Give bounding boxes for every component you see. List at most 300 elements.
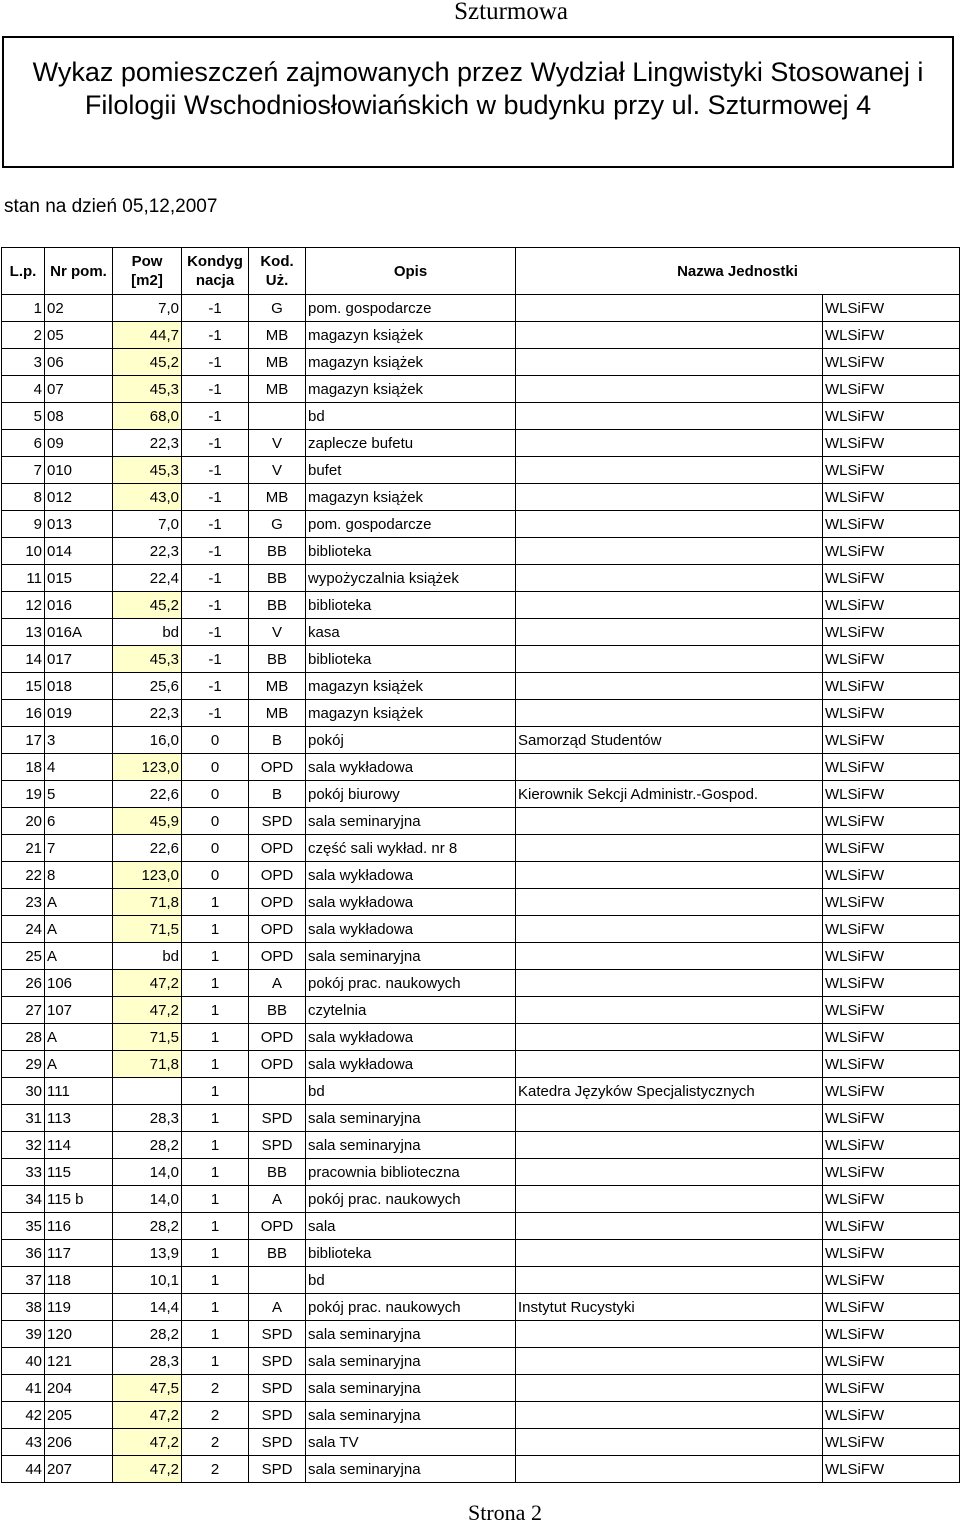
cell-usage-code: BB: [249, 646, 306, 673]
cell-usage-code: G: [249, 511, 306, 538]
cell-usage-code: V: [249, 457, 306, 484]
cell-lp: 44: [2, 1456, 45, 1483]
cell-area: 28,2: [113, 1213, 182, 1240]
cell-lp: 8: [2, 484, 45, 511]
cell-lp: 37: [2, 1267, 45, 1294]
cell-area: 45,3: [113, 457, 182, 484]
cell-unit-name: [516, 673, 823, 700]
table-body: [2, 295, 960, 1483]
cell-usage-code: MB: [249, 673, 306, 700]
cell-room-number: 07: [45, 376, 113, 403]
cell-description: wypożyczalnia książek: [306, 565, 516, 592]
cell-faculty: WLSiFW: [823, 1132, 960, 1159]
cell-unit-name: [516, 403, 823, 430]
cell-usage-code: SPD: [249, 808, 306, 835]
col-header-lp: L.p.: [2, 248, 45, 295]
cell-lp: 26: [2, 970, 45, 997]
table-row: [2, 1105, 960, 1132]
cell-usage-code: SPD: [249, 1132, 306, 1159]
cell-usage-code: BB: [249, 538, 306, 565]
cell-lp: 10: [2, 538, 45, 565]
cell-room-number: 204: [45, 1375, 113, 1402]
cell-lp: 27: [2, 997, 45, 1024]
cell-area: 45,3: [113, 376, 182, 403]
cell-floor: -1: [182, 484, 249, 511]
cell-description: sala wykładowa: [306, 862, 516, 889]
cell-room-number: 121: [45, 1348, 113, 1375]
cell-description: sala wykładowa: [306, 889, 516, 916]
cell-faculty: WLSiFW: [823, 1375, 960, 1402]
cell-faculty: WLSiFW: [823, 295, 960, 322]
cell-unit-name: [516, 619, 823, 646]
cell-faculty: WLSiFW: [823, 862, 960, 889]
cell-room-number: 120: [45, 1321, 113, 1348]
cell-area: 71,5: [113, 916, 182, 943]
cell-usage-code: [249, 1078, 306, 1105]
cell-faculty: WLSiFW: [823, 349, 960, 376]
cell-unit-name: [516, 970, 823, 997]
cell-faculty: WLSiFW: [823, 1456, 960, 1483]
col-header-kod: Kod. Uż.: [249, 248, 306, 295]
cell-faculty: WLSiFW: [823, 619, 960, 646]
cell-lp: 11: [2, 565, 45, 592]
cell-room-number: 017: [45, 646, 113, 673]
cell-faculty: WLSiFW: [823, 1429, 960, 1456]
cell-faculty: WLSiFW: [823, 322, 960, 349]
cell-usage-code: OPD: [249, 1051, 306, 1078]
cell-area: 45,9: [113, 808, 182, 835]
cell-usage-code: [249, 1267, 306, 1294]
cell-floor: -1: [182, 376, 249, 403]
cell-floor: -1: [182, 349, 249, 376]
cell-floor: 2: [182, 1456, 249, 1483]
table-row: [2, 1267, 960, 1294]
cell-unit-name: [516, 1240, 823, 1267]
cell-lp: 21: [2, 835, 45, 862]
cell-unit-name: [516, 646, 823, 673]
cell-floor: -1: [182, 565, 249, 592]
cell-lp: 20: [2, 808, 45, 835]
cell-lp: 7: [2, 457, 45, 484]
cell-unit-name: [516, 1429, 823, 1456]
table-row: [2, 1429, 960, 1456]
cell-area: 7,0: [113, 295, 182, 322]
cell-description: sala TV: [306, 1429, 516, 1456]
cell-faculty: WLSiFW: [823, 1240, 960, 1267]
table-row: [2, 430, 960, 457]
cell-area: 16,0: [113, 727, 182, 754]
cell-area: 22,6: [113, 781, 182, 808]
cell-usage-code: A: [249, 1186, 306, 1213]
cell-lp: 35: [2, 1213, 45, 1240]
cell-room-number: 7: [45, 835, 113, 862]
cell-usage-code: SPD: [249, 1321, 306, 1348]
cell-unit-name: [516, 295, 823, 322]
cell-faculty: WLSiFW: [823, 403, 960, 430]
table-row: [2, 1348, 960, 1375]
cell-lp: 24: [2, 916, 45, 943]
cell-area: 43,0: [113, 484, 182, 511]
cell-area: 22,3: [113, 430, 182, 457]
cell-description: bd: [306, 1267, 516, 1294]
table-row: [2, 916, 960, 943]
cell-floor: -1: [182, 538, 249, 565]
cell-area: 7,0: [113, 511, 182, 538]
cell-description: biblioteka: [306, 646, 516, 673]
cell-area: 45,3: [113, 646, 182, 673]
cell-lp: 22: [2, 862, 45, 889]
cell-usage-code: OPD: [249, 1213, 306, 1240]
cell-floor: -1: [182, 619, 249, 646]
cell-usage-code: OPD: [249, 889, 306, 916]
table-row: [2, 1294, 960, 1321]
cell-area: 71,5: [113, 1024, 182, 1051]
table-row: [2, 592, 960, 619]
cell-lp: 18: [2, 754, 45, 781]
table-row: [2, 835, 960, 862]
cell-room-number: 119: [45, 1294, 113, 1321]
cell-area: 123,0: [113, 862, 182, 889]
cell-room-number: 8: [45, 862, 113, 889]
cell-unit-name: [516, 997, 823, 1024]
cell-room-number: 207: [45, 1456, 113, 1483]
cell-area: 28,3: [113, 1348, 182, 1375]
table-row: [2, 1186, 960, 1213]
cell-usage-code: BB: [249, 592, 306, 619]
cell-room-number: A: [45, 1051, 113, 1078]
cell-unit-name: [516, 430, 823, 457]
cell-description: sala seminaryjna: [306, 1348, 516, 1375]
table-row: [2, 889, 960, 916]
cell-unit-name: [516, 1321, 823, 1348]
cell-usage-code: OPD: [249, 862, 306, 889]
cell-faculty: WLSiFW: [823, 835, 960, 862]
cell-unit-name: [516, 1213, 823, 1240]
cell-lp: 15: [2, 673, 45, 700]
date-line: stan na dzień 05,12,2007: [4, 196, 218, 217]
cell-floor: -1: [182, 673, 249, 700]
cell-faculty: WLSiFW: [823, 1024, 960, 1051]
cell-faculty: WLSiFW: [823, 1213, 960, 1240]
table-row: [2, 781, 960, 808]
cell-description: pokój: [306, 727, 516, 754]
cell-unit-name: [516, 1402, 823, 1429]
cell-description: sala wykładowa: [306, 754, 516, 781]
cell-lp: 32: [2, 1132, 45, 1159]
cell-description: sala seminaryjna: [306, 1132, 516, 1159]
table-row: [2, 1375, 960, 1402]
cell-unit-name: [516, 538, 823, 565]
cell-floor: -1: [182, 457, 249, 484]
cell-floor: 1: [182, 997, 249, 1024]
cell-area: 71,8: [113, 889, 182, 916]
cell-description: magazyn książek: [306, 700, 516, 727]
cell-area: 14,0: [113, 1186, 182, 1213]
cell-usage-code: BB: [249, 565, 306, 592]
table-row: [2, 1024, 960, 1051]
cell-faculty: WLSiFW: [823, 997, 960, 1024]
table-row: [2, 1078, 960, 1105]
cell-faculty: WLSiFW: [823, 376, 960, 403]
cell-description: kasa: [306, 619, 516, 646]
cell-room-number: 014: [45, 538, 113, 565]
cell-lp: 14: [2, 646, 45, 673]
cell-unit-name: [516, 376, 823, 403]
cell-room-number: 114: [45, 1132, 113, 1159]
table-row: [2, 403, 960, 430]
cell-unit-name: [516, 862, 823, 889]
cell-description: pom. gospodarcze: [306, 295, 516, 322]
cell-lp: 9: [2, 511, 45, 538]
table-row: [2, 808, 960, 835]
cell-faculty: WLSiFW: [823, 511, 960, 538]
cell-room-number: 015: [45, 565, 113, 592]
cell-unit-name: [516, 1348, 823, 1375]
cell-unit-name: Katedra Języków Specjalistycznych: [516, 1078, 823, 1105]
cell-floor: 1: [182, 1267, 249, 1294]
cell-description: czytelnia: [306, 997, 516, 1024]
cell-description: zaplecze bufetu: [306, 430, 516, 457]
cell-floor: -1: [182, 700, 249, 727]
cell-description: biblioteka: [306, 538, 516, 565]
table-row: [2, 1402, 960, 1429]
cell-floor: 1: [182, 889, 249, 916]
cell-faculty: WLSiFW: [823, 889, 960, 916]
cell-room-number: 115 b: [45, 1186, 113, 1213]
cell-faculty: WLSiFW: [823, 1294, 960, 1321]
cell-unit-name: [516, 1024, 823, 1051]
cell-description: pokój biurowy: [306, 781, 516, 808]
cell-faculty: WLSiFW: [823, 1402, 960, 1429]
cell-lp: 38: [2, 1294, 45, 1321]
cell-lp: 4: [2, 376, 45, 403]
cell-area: 123,0: [113, 754, 182, 781]
cell-area: 25,6: [113, 673, 182, 700]
cell-description: sala seminaryjna: [306, 808, 516, 835]
cell-floor: -1: [182, 592, 249, 619]
cell-lp: 29: [2, 1051, 45, 1078]
cell-unit-name: [516, 484, 823, 511]
cell-room-number: 02: [45, 295, 113, 322]
cell-lp: 5: [2, 403, 45, 430]
cell-room-number: A: [45, 916, 113, 943]
cell-room-number: A: [45, 1024, 113, 1051]
cell-description: sala wykładowa: [306, 1051, 516, 1078]
cell-description: sala wykładowa: [306, 1024, 516, 1051]
cell-faculty: WLSiFW: [823, 808, 960, 835]
cell-lp: 43: [2, 1429, 45, 1456]
table-row: [2, 997, 960, 1024]
cell-lp: 19: [2, 781, 45, 808]
cell-usage-code: SPD: [249, 1402, 306, 1429]
cell-faculty: WLSiFW: [823, 1078, 960, 1105]
cell-description: sala seminaryjna: [306, 1402, 516, 1429]
cell-floor: 0: [182, 754, 249, 781]
cell-usage-code: SPD: [249, 1348, 306, 1375]
cell-area: 14,4: [113, 1294, 182, 1321]
cell-description: bufet: [306, 457, 516, 484]
cell-unit-name: [516, 1051, 823, 1078]
cell-usage-code: B: [249, 781, 306, 808]
cell-faculty: WLSiFW: [823, 538, 960, 565]
cell-usage-code: BB: [249, 1240, 306, 1267]
cell-description: sala wykładowa: [306, 916, 516, 943]
cell-floor: 1: [182, 1159, 249, 1186]
cell-area: 14,0: [113, 1159, 182, 1186]
cell-lp: 25: [2, 943, 45, 970]
cell-unit-name: [516, 1105, 823, 1132]
page-footer: Strona 2: [468, 1500, 542, 1525]
cell-room-number: 06: [45, 349, 113, 376]
cell-area: 47,2: [113, 970, 182, 997]
cell-floor: 1: [182, 1132, 249, 1159]
table-row: [2, 1321, 960, 1348]
cell-description: sala seminaryjna: [306, 1321, 516, 1348]
cell-usage-code: OPD: [249, 1024, 306, 1051]
col-header-kondygnacja: Kondyg nacja: [182, 248, 249, 295]
cell-usage-code: A: [249, 1294, 306, 1321]
cell-area: [113, 1078, 182, 1105]
cell-area: 22,4: [113, 565, 182, 592]
table-row: [2, 1213, 960, 1240]
cell-lp: 28: [2, 1024, 45, 1051]
cell-floor: 1: [182, 1213, 249, 1240]
cell-room-number: 117: [45, 1240, 113, 1267]
cell-usage-code: OPD: [249, 754, 306, 781]
cell-description: pokój prac. naukowych: [306, 1186, 516, 1213]
cell-room-number: 4: [45, 754, 113, 781]
cell-unit-name: [516, 1186, 823, 1213]
title-box: [2, 36, 954, 168]
cell-room-number: 118: [45, 1267, 113, 1294]
cell-faculty: WLSiFW: [823, 754, 960, 781]
cell-faculty: WLSiFW: [823, 700, 960, 727]
cell-floor: 1: [182, 1186, 249, 1213]
cell-usage-code: MB: [249, 349, 306, 376]
table-row: [2, 943, 960, 970]
cell-lp: 41: [2, 1375, 45, 1402]
document-title: Wykaz pomieszczeń zajmowanych przez Wydział Lingwistyki Stosowanej i Filologii Wschodniosłowiańskich w budynku przy ul. Szturmowej 4: [32, 57, 924, 120]
cell-faculty: WLSiFW: [823, 484, 960, 511]
cell-description: pom. gospodarcze: [306, 511, 516, 538]
cell-room-number: 3: [45, 727, 113, 754]
cell-area: 47,2: [113, 997, 182, 1024]
table-row: [2, 673, 960, 700]
cell-room-number: 113: [45, 1105, 113, 1132]
cell-description: biblioteka: [306, 592, 516, 619]
table-row: [2, 484, 960, 511]
cell-unit-name: [516, 700, 823, 727]
cell-unit-name: [516, 349, 823, 376]
cell-usage-code: B: [249, 727, 306, 754]
cell-unit-name: [516, 1267, 823, 1294]
cell-faculty: WLSiFW: [823, 1321, 960, 1348]
cell-usage-code: V: [249, 619, 306, 646]
cell-room-number: 115: [45, 1159, 113, 1186]
cell-faculty: WLSiFW: [823, 1267, 960, 1294]
cell-room-number: 106: [45, 970, 113, 997]
table-row: [2, 619, 960, 646]
cell-floor: 1: [182, 1240, 249, 1267]
cell-usage-code: OPD: [249, 835, 306, 862]
cell-description: sala seminaryjna: [306, 1105, 516, 1132]
cell-lp: 39: [2, 1321, 45, 1348]
cell-room-number: 016: [45, 592, 113, 619]
cell-floor: 1: [182, 1024, 249, 1051]
cell-room-number: 018: [45, 673, 113, 700]
cell-faculty: WLSiFW: [823, 592, 960, 619]
cell-area: 22,3: [113, 538, 182, 565]
cell-area: 47,5: [113, 1375, 182, 1402]
cell-lp: 34: [2, 1186, 45, 1213]
col-header-nr: Nr pom.: [45, 248, 113, 295]
cell-description: pracownia biblioteczna: [306, 1159, 516, 1186]
cell-description: pokój prac. naukowych: [306, 970, 516, 997]
cell-usage-code: MB: [249, 484, 306, 511]
cell-room-number: 09: [45, 430, 113, 457]
cell-usage-code: MB: [249, 322, 306, 349]
cell-room-number: 019: [45, 700, 113, 727]
cell-usage-code: V: [249, 430, 306, 457]
cell-description: magazyn książek: [306, 673, 516, 700]
cell-floor: -1: [182, 511, 249, 538]
table-row: [2, 295, 960, 322]
cell-usage-code: MB: [249, 376, 306, 403]
cell-floor: 0: [182, 727, 249, 754]
cell-unit-name: [516, 889, 823, 916]
cell-floor: 1: [182, 1105, 249, 1132]
cell-area: 47,2: [113, 1402, 182, 1429]
cell-floor: 1: [182, 1321, 249, 1348]
cell-floor: -1: [182, 295, 249, 322]
cell-room-number: 206: [45, 1429, 113, 1456]
cell-area: 45,2: [113, 349, 182, 376]
table-row: [2, 1051, 960, 1078]
cell-floor: -1: [182, 646, 249, 673]
cell-floor: 1: [182, 916, 249, 943]
cell-area: 71,8: [113, 1051, 182, 1078]
cell-room-number: 6: [45, 808, 113, 835]
cell-floor: 0: [182, 835, 249, 862]
cell-unit-name: [516, 511, 823, 538]
cell-floor: 2: [182, 1402, 249, 1429]
table-row: [2, 700, 960, 727]
table-row: [2, 1456, 960, 1483]
cell-description: pokój prac. naukowych: [306, 1294, 516, 1321]
cell-lp: 6: [2, 430, 45, 457]
cell-description: magazyn książek: [306, 484, 516, 511]
sheet-name-header: Szturmowa: [454, 0, 568, 25]
cell-room-number: 205: [45, 1402, 113, 1429]
cell-floor: 1: [182, 1348, 249, 1375]
cell-faculty: WLSiFW: [823, 970, 960, 997]
cell-lp: 1: [2, 295, 45, 322]
cell-unit-name: [516, 322, 823, 349]
cell-usage-code: SPD: [249, 1375, 306, 1402]
table-row: [2, 511, 960, 538]
cell-unit-name: [516, 916, 823, 943]
cell-lp: 12: [2, 592, 45, 619]
cell-description: magazyn książek: [306, 349, 516, 376]
table-row: [2, 457, 960, 484]
cell-description: bd: [306, 403, 516, 430]
table-row: [2, 538, 960, 565]
cell-faculty: WLSiFW: [823, 1159, 960, 1186]
table-row: [2, 1240, 960, 1267]
table-header-row: [2, 248, 960, 295]
cell-lp: 30: [2, 1078, 45, 1105]
cell-unit-name: [516, 457, 823, 484]
